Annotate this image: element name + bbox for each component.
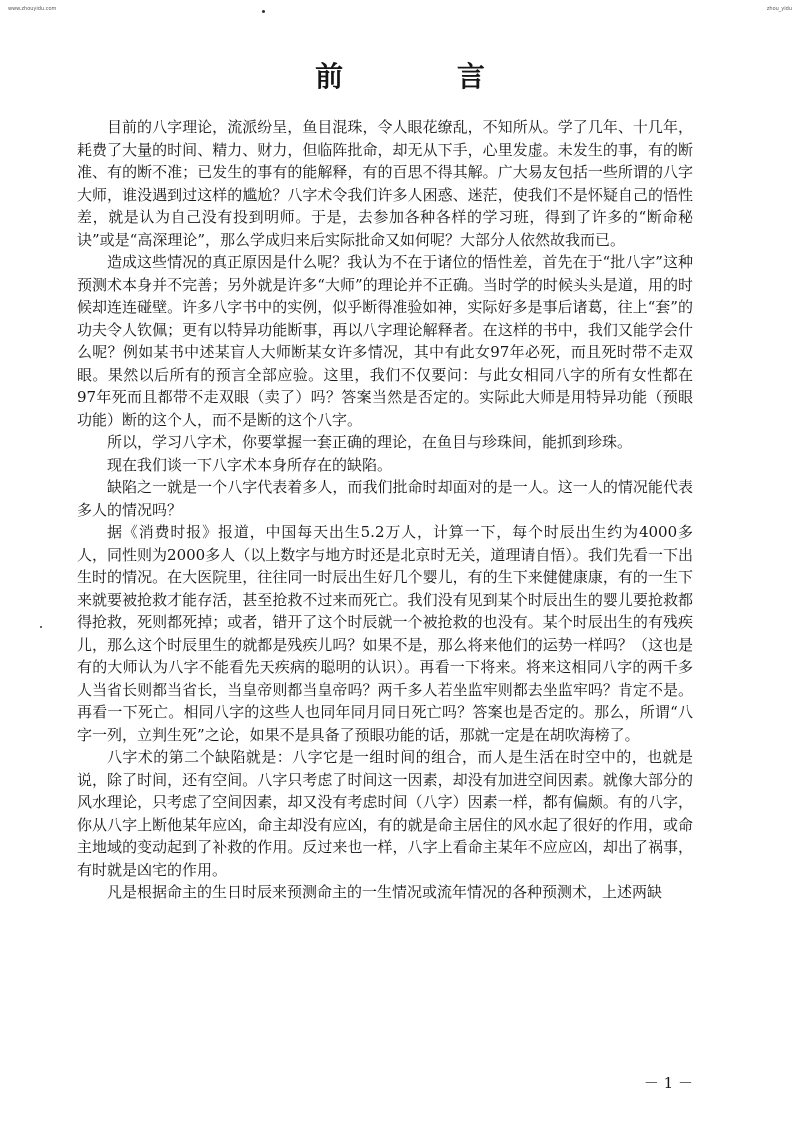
paragraph: 八字术的第二个缺陷就是：八字它是一组时间的组合，而人是生活在时空中的，也就是说，除了时间，还有空间。八字只考虑了时间这一因素，却没有加进空间因素。就像大部分的风水理论，只考虑了空间因素，却又没有考虑时间（八字）因素一样，都有偏颇。有的八字，你从八字上断他某年应凶，命主却没有应凶，有的就是命主居住的风水起了很好的作用，或命主地域的变动起到了补救的作用。反过来也一样，八字上看命主某年不应应凶，却出了祸事，有时就是凶宅的作用。 bbox=[77, 748, 693, 879]
paragraph: 现在我们谈一下八字术本身所存在的缺陷。 bbox=[107, 455, 393, 474]
body-text bbox=[77, 116, 693, 904]
paragraph: 凡是根据命主的生日时辰来预测命主的一生情况或流年情况的各种预测术，上述两缺 bbox=[107, 883, 663, 901]
scan-header-left: www.zhouyidu.com bbox=[8, 6, 57, 12]
page-number: － 1 － bbox=[643, 1074, 693, 1092]
scan-speck bbox=[40, 626, 42, 628]
paragraph: 所以，学习八字术，你要掌握一套正确的理论，在鱼目与珍珠间，能抓到珍珠。 bbox=[107, 433, 633, 451]
scan-header bbox=[0, 6, 800, 18]
scan-header-right: zhou_yidu bbox=[766, 6, 792, 12]
paragraph: 缺陷之一就是一个八字代表着多人，而我们批命时却面对的是一人。这一人的情况能代表多人的情况吗？ bbox=[77, 478, 693, 519]
page-title: 前 言 bbox=[315, 60, 537, 93]
paragraph: 据《消费时报》报道，中国每天出生5.2万人，计算一下，每个时辰出生约为4000多人，同性则为2000多人（以上数字与地方时还是北京时无关，道理请自悟）。我们先看一下出生时的情况。在大医院里，往往同一时辰出生好几个婴儿，有的生下来健健康康，有的一生下来就要被抢救才能存活，甚至抢救不过来而死亡。我们没有见到某个时辰出生的婴儿要抢救都得抢救，死则都死掉；或者，错开了这个时辰就一个被抢救的也没有。某个时辰出生的有残疾儿，那么这个时辰里生的就都是残疾儿吗？如果不是，那么将来他们的运势一样吗？（这也是有的大师认为八字不能看先天疾病的聪明的认识）。再看一下将来。将来这相同八字的两千多人当省长则都当省长，当皇帝则都当皇帝吗？两千多人若坐监牢则都去坐监牢吗？肯定不是。再看一下死亡。相同八字的这些人也同年同月同日死亡吗？答案也是否定的。那么，所谓“八字一列，立判生死”之论，如果不是具备了预眼功能的话，那就一定是在胡吹海榜了。 bbox=[77, 523, 693, 744]
paragraph: 造成这些情况的真正原因是什么呢？我认为不在于诸位的悟性差，首先在于“批八字”这种预测术本身并不完善；另外就是许多“大师”的理论并不正确。当时学的时候头头是道，用的时候却连连碰壁。许多八字书中的实例，似乎断得准验如神，实际好多是事后诸葛，往上“套”的功夫令人钦佩；更有以特异功能断事，再以八字理论解释者。在这样的书中，我们又能学会什么呢？例如某书中述某盲人大师断某女许多情况，其中有此女97年必死，而且死时带不走双眼。果然以后所有的预言全部应验。这里，我们不仅要问：与此女相同八字的所有女性都在97年死而且都带不走双眼（卖了）吗？答案当然是否定的。实际此大师是用特异功能（预眼功能）断的这个人，而不是断的这个八字。 bbox=[77, 253, 693, 429]
paragraph: 目前的八字理论，流派纷呈，鱼目混珠，令人眼花缭乱，不知所从。学了几年、十几年，耗费了大量的时间、精力、财力，但临阵批命，却无从下手，心里发虚。未发生的事，有的断准、有的断不准；已发生的事有的能解释，有的百思不得其解。广大易友包括一些所谓的八字大师，谁没遇到过这样的尴尬？八字术令我们许多人困惑、迷茫，使我们不是怀疑自己的悟性差，就是认为自己没有投到明师。于是，去参加各种各样的学习班，得到了许多的“断命秘诀”或是“高深理论”，那么学成归来后实际批命又如何呢？大部分人依然故我而已。 bbox=[77, 118, 693, 249]
scan-speck bbox=[262, 10, 265, 13]
